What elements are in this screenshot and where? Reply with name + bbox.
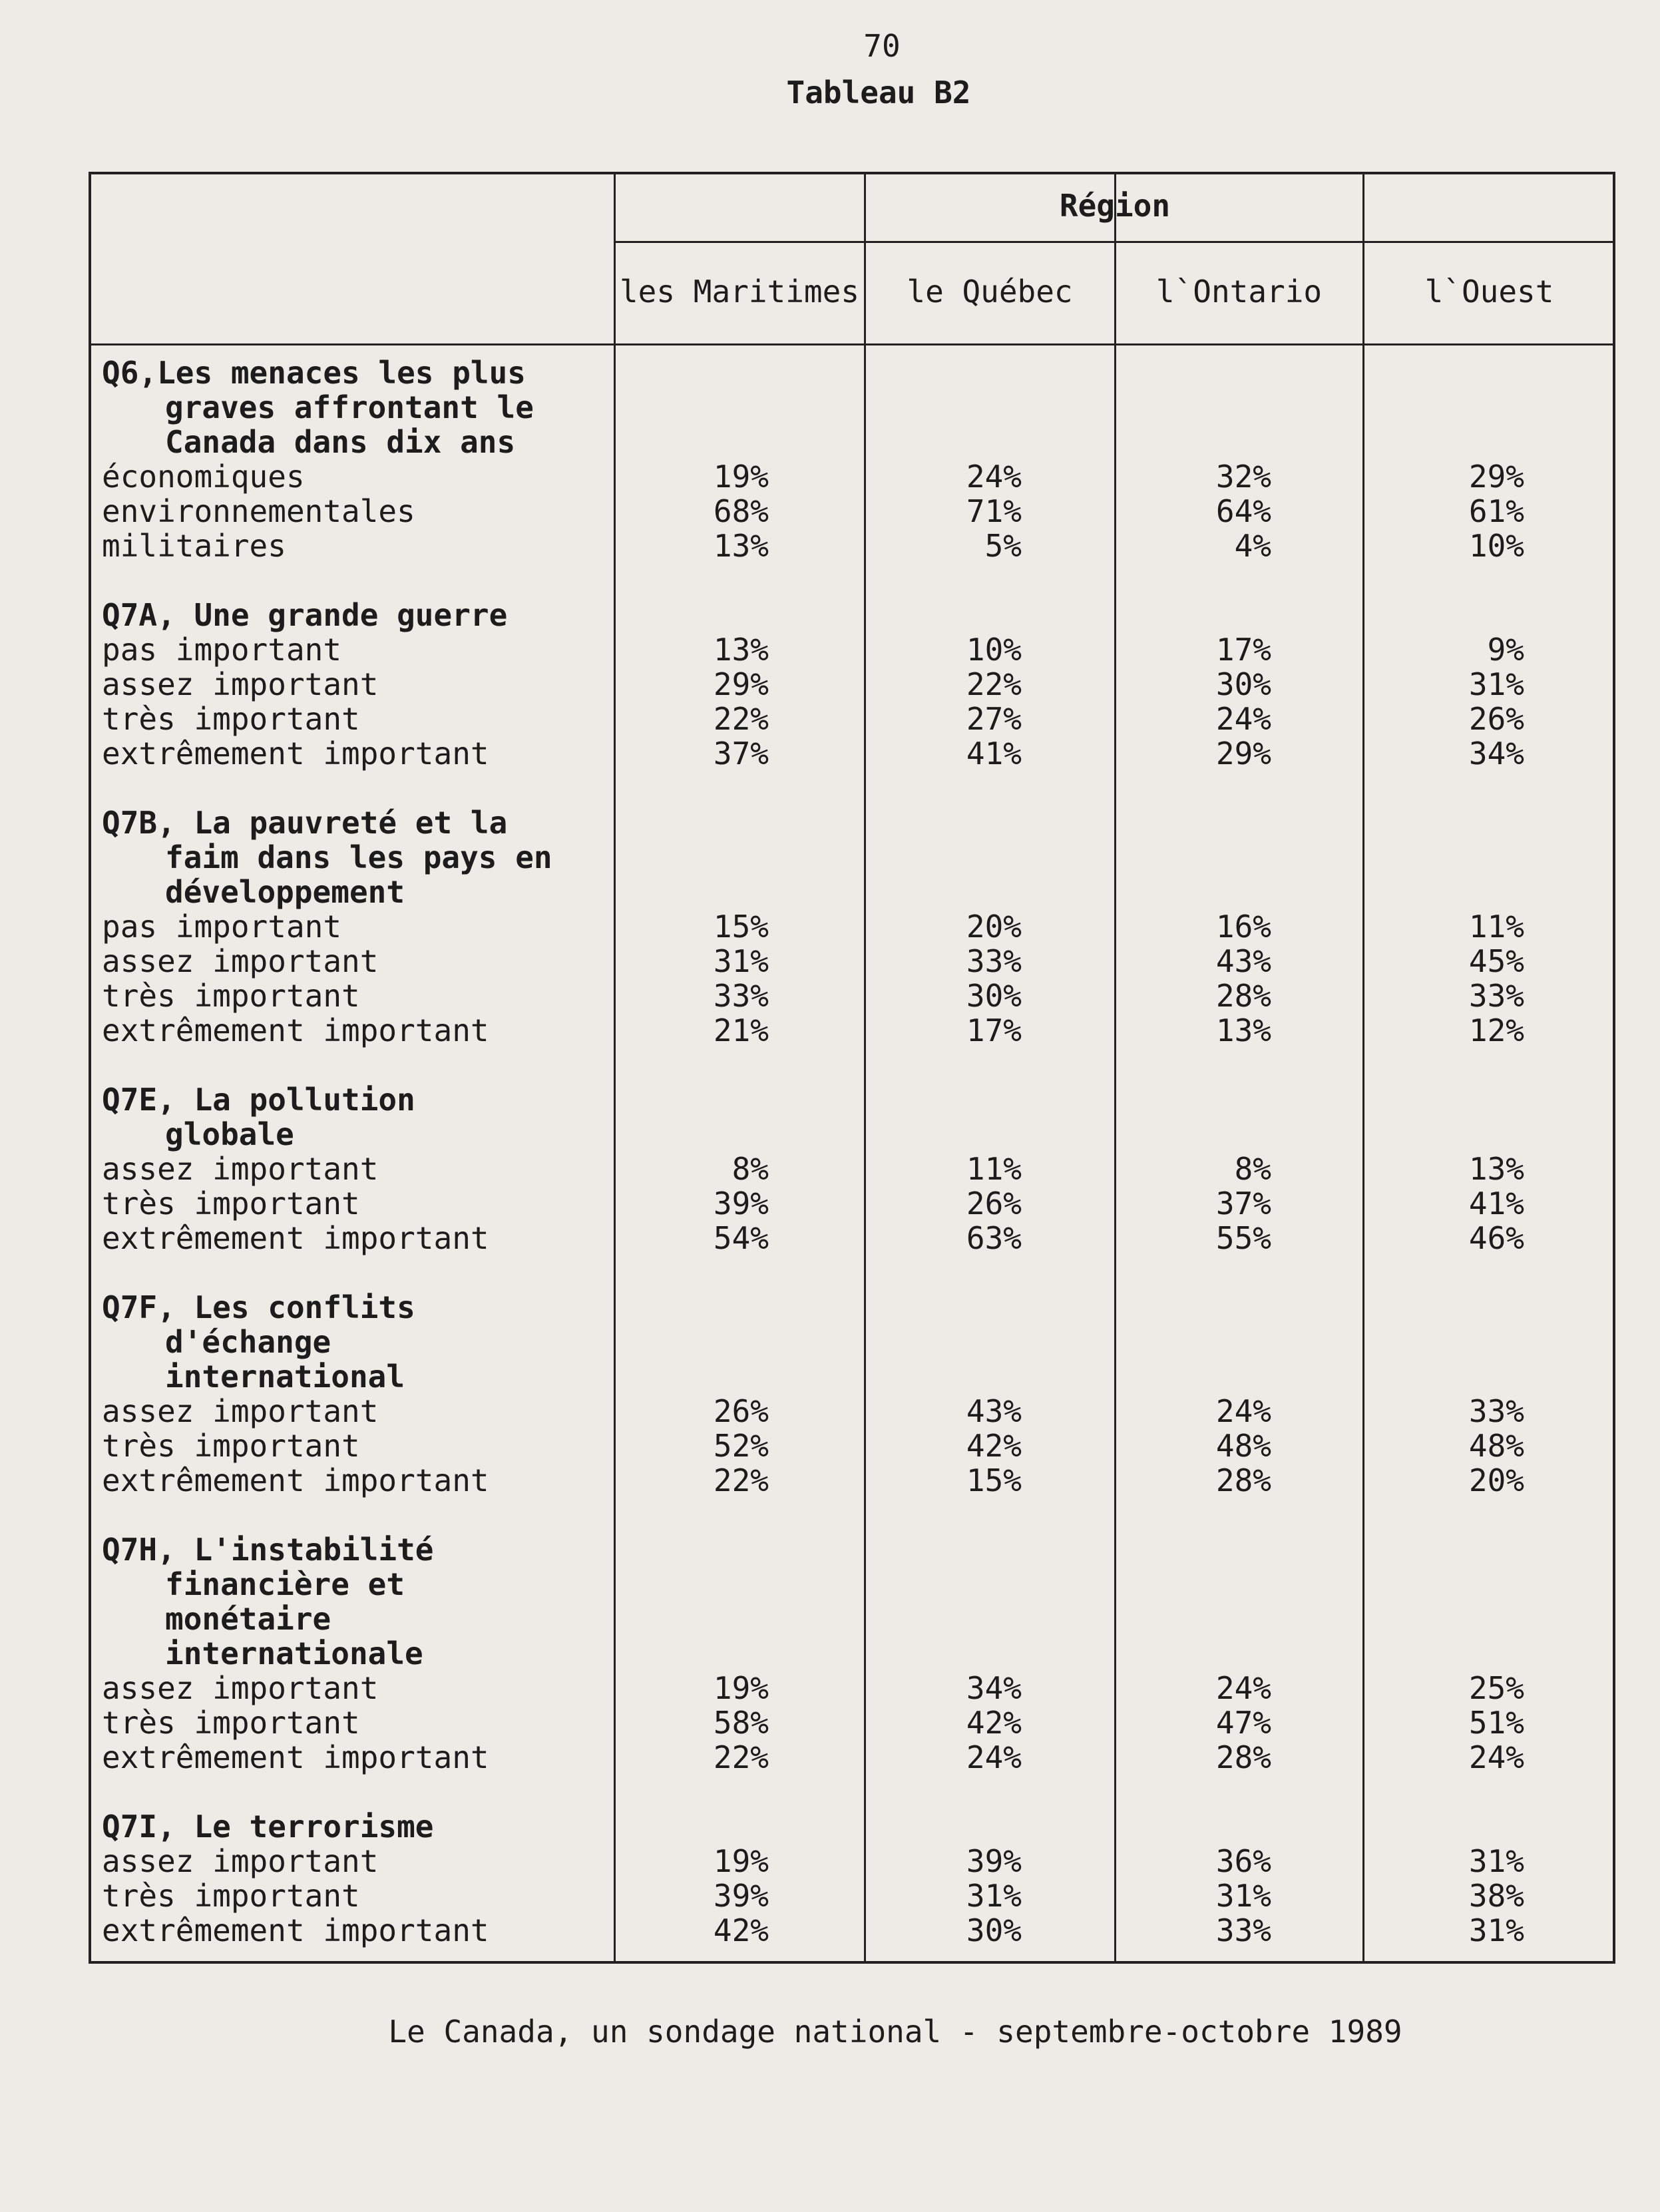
question-row	[0, 1532, 1660, 1567]
table-cell: 30%	[1215, 666, 1271, 702]
table-cell: 41%	[1468, 1186, 1524, 1221]
table-row	[0, 667, 1660, 702]
table-cell: 13%	[1215, 1012, 1271, 1048]
table-cell: 31%	[966, 1878, 1022, 1914]
table-cell: 24%	[1215, 701, 1271, 737]
question-label: Q7B, La pauvreté et la	[102, 805, 508, 841]
question-row	[0, 1567, 1660, 1602]
question-row	[0, 1117, 1660, 1152]
table-cell: 29%	[1215, 736, 1271, 772]
table-cell: 47%	[1215, 1705, 1271, 1741]
table-row	[0, 1394, 1660, 1429]
table-row	[0, 1152, 1660, 1186]
table-cell: 8%	[1234, 1151, 1271, 1187]
table-cell: 28%	[1215, 1739, 1271, 1775]
question-row	[0, 805, 1660, 840]
question-label: Q7E, La pollution	[102, 1082, 415, 1118]
table-row	[0, 1913, 1660, 1948]
answer-label: militaires	[102, 528, 286, 564]
table-cell: 34%	[1468, 736, 1524, 772]
table-row	[0, 1879, 1660, 1913]
answer-label: assez important	[102, 1843, 379, 1879]
answer-label: extrêmement important	[102, 1739, 489, 1775]
answer-label: assez important	[102, 1151, 379, 1187]
table-cell: 37%	[1215, 1186, 1271, 1221]
table-row	[0, 702, 1660, 736]
table-cell: 41%	[966, 736, 1022, 772]
table-cell: 33%	[966, 943, 1022, 979]
table-cell: 13%	[1468, 1151, 1524, 1187]
question-row	[0, 1290, 1660, 1325]
table-cell: 28%	[1215, 978, 1271, 1014]
table-cell: 21%	[713, 1012, 769, 1048]
answer-label: économiques	[102, 459, 305, 495]
table-cell: 9%	[1487, 632, 1524, 668]
table-cell: 38%	[1468, 1878, 1524, 1914]
table-row	[0, 459, 1660, 494]
table-cell: 52%	[713, 1428, 769, 1464]
table-cell: 24%	[966, 459, 1022, 495]
table-cell: 24%	[1215, 1670, 1271, 1706]
table-cell: 13%	[713, 528, 769, 564]
table-cell: 24%	[1215, 1393, 1271, 1429]
table-title: Tableau B2	[786, 75, 971, 111]
answer-label: très important	[102, 978, 360, 1014]
table-cell: 31%	[713, 943, 769, 979]
header-divider	[91, 343, 1613, 345]
table-cell: 17%	[966, 1012, 1022, 1048]
table-cell: 27%	[966, 701, 1022, 737]
answer-label: extrêmement important	[102, 1220, 489, 1256]
table-cell: 45%	[1468, 943, 1524, 979]
table-row	[0, 736, 1660, 771]
table-cell: 36%	[1215, 1843, 1271, 1879]
table-row	[0, 1221, 1660, 1255]
table-cell: 26%	[1468, 701, 1524, 737]
answer-label: assez important	[102, 943, 379, 979]
table-cell: 43%	[1215, 943, 1271, 979]
question-label: financière et	[165, 1566, 405, 1602]
table-cell: 26%	[966, 1186, 1022, 1221]
table-cell: 17%	[1215, 632, 1271, 668]
table-cell: 33%	[713, 978, 769, 1014]
column-header-ontario: l`Ontario	[1155, 274, 1323, 310]
question-label: Q7I, Le terrorisme	[102, 1809, 434, 1845]
spacer-row	[0, 771, 1660, 805]
table-row	[0, 1186, 1660, 1221]
spacer-row	[0, 1775, 1660, 1809]
question-label: développement	[165, 874, 405, 910]
question-label: Q7H, L'instabilité	[102, 1532, 434, 1568]
answer-label: extrêmement important	[102, 1012, 489, 1048]
table-cell: 37%	[713, 736, 769, 772]
table-cell: 11%	[966, 1151, 1022, 1187]
page-number: 70	[863, 28, 901, 64]
table-cell: 34%	[966, 1670, 1022, 1706]
answer-label: très important	[102, 1428, 360, 1464]
question-label: Q7F, Les conflits	[102, 1289, 415, 1325]
table-cell: 31%	[1468, 1843, 1524, 1879]
answer-label: extrêmement important	[102, 1462, 489, 1498]
table-cell: 4%	[1234, 528, 1271, 564]
question-label: Q7A, Une grande guerre	[102, 597, 508, 633]
table-cell: 25%	[1468, 1670, 1524, 1706]
table-cell: 22%	[966, 666, 1022, 702]
table-cell: 55%	[1215, 1220, 1271, 1256]
table-cell: 24%	[966, 1739, 1022, 1775]
answer-label: assez important	[102, 666, 379, 702]
answer-label: pas important	[102, 632, 342, 668]
table-cell: 26%	[713, 1393, 769, 1429]
table-row	[0, 944, 1660, 979]
table-cell: 31%	[1468, 666, 1524, 702]
question-label: internationale	[165, 1636, 423, 1671]
table-cell: 28%	[1215, 1462, 1271, 1498]
question-row	[0, 425, 1660, 459]
table-cell: 32%	[1215, 459, 1271, 495]
table-cell: 29%	[1468, 459, 1524, 495]
table-cell: 68%	[713, 493, 769, 529]
question-label: Canada dans dix ans	[165, 424, 516, 460]
question-label: d'échange	[165, 1324, 331, 1360]
question-row	[0, 1082, 1660, 1117]
column-header-quebec: le Québec	[907, 274, 1073, 310]
table-cell: 20%	[966, 909, 1022, 945]
answer-label: pas important	[102, 909, 342, 945]
table-cell: 22%	[713, 701, 769, 737]
answer-label: extrêmement important	[102, 736, 489, 772]
table-cell: 15%	[966, 1462, 1022, 1498]
spacer-row	[0, 1255, 1660, 1290]
table-cell: 31%	[1468, 1912, 1524, 1948]
table-cell: 39%	[713, 1878, 769, 1914]
table-row	[0, 1013, 1660, 1048]
question-row	[0, 1809, 1660, 1844]
answer-label: extrêmement important	[102, 1912, 489, 1948]
table-cell: 29%	[713, 666, 769, 702]
table-cell: 42%	[713, 1912, 769, 1948]
question-row	[0, 355, 1660, 390]
question-row	[0, 1359, 1660, 1394]
table-cell: 8%	[731, 1151, 769, 1187]
table-cell: 20%	[1468, 1462, 1524, 1498]
spacer-row	[0, 1498, 1660, 1532]
table-cell: 33%	[1468, 1393, 1524, 1429]
table-row	[0, 1740, 1660, 1775]
question-row	[0, 598, 1660, 632]
table-cell: 24%	[1468, 1739, 1524, 1775]
answer-label: très important	[102, 1186, 360, 1221]
question-label: globale	[165, 1116, 294, 1152]
table-cell: 39%	[966, 1843, 1022, 1879]
table-cell: 61%	[1468, 493, 1524, 529]
table-cell: 48%	[1468, 1428, 1524, 1464]
question-row	[0, 875, 1660, 909]
table-cell: 33%	[1468, 978, 1524, 1014]
question-row	[0, 1602, 1660, 1636]
table-row	[0, 979, 1660, 1013]
column-header-maritimes: les Maritimes	[619, 274, 860, 310]
answer-label: très important	[102, 1705, 360, 1741]
question-row	[0, 1325, 1660, 1359]
table-cell: 30%	[966, 1912, 1022, 1948]
table-cell: 39%	[713, 1186, 769, 1221]
table-cell: 54%	[713, 1220, 769, 1256]
table-cell: 11%	[1468, 909, 1524, 945]
answer-label: assez important	[102, 1670, 379, 1706]
table-cell: 19%	[713, 1670, 769, 1706]
table-row	[0, 1671, 1660, 1705]
table-cell: 71%	[966, 493, 1022, 529]
table-cell: 13%	[713, 632, 769, 668]
table-row	[0, 1429, 1660, 1463]
table-cell: 58%	[713, 1705, 769, 1741]
table-row	[0, 1705, 1660, 1740]
table-cell: 64%	[1215, 493, 1271, 529]
column-header-ouest: l`Ouest	[1424, 274, 1554, 310]
question-label: Q6,Les menaces les plus	[102, 355, 526, 391]
table-cell: 15%	[713, 909, 769, 945]
table-cell: 19%	[713, 459, 769, 495]
region-header: Région	[1059, 188, 1171, 224]
answer-label: très important	[102, 701, 360, 737]
table-cell: 22%	[713, 1462, 769, 1498]
spacer-row	[0, 1048, 1660, 1082]
table-cell: 19%	[713, 1843, 769, 1879]
table-row	[0, 1844, 1660, 1879]
table-cell: 16%	[1215, 909, 1271, 945]
question-row	[0, 840, 1660, 875]
answer-label: environnementales	[102, 493, 415, 529]
table-cell: 51%	[1468, 1705, 1524, 1741]
table-cell: 22%	[713, 1739, 769, 1775]
table-cell: 10%	[1468, 528, 1524, 564]
table-row	[0, 494, 1660, 529]
question-row	[0, 1636, 1660, 1671]
table-cell: 12%	[1468, 1012, 1524, 1048]
table-cell: 42%	[966, 1705, 1022, 1741]
question-label: international	[165, 1359, 405, 1395]
table-row	[0, 1463, 1660, 1498]
table-row	[0, 909, 1660, 944]
table-cell: 33%	[1215, 1912, 1271, 1948]
question-label: faim dans les pays en	[165, 839, 552, 875]
answer-label: très important	[102, 1878, 360, 1914]
answer-label: assez important	[102, 1393, 379, 1429]
table-cell: 43%	[966, 1393, 1022, 1429]
spacer-row	[0, 563, 1660, 598]
table-cell: 30%	[966, 978, 1022, 1014]
table-cell: 46%	[1468, 1220, 1524, 1256]
table-cell: 42%	[966, 1428, 1022, 1464]
table-row	[0, 632, 1660, 667]
question-label: graves affrontant le	[165, 389, 534, 425]
question-label: monétaire	[165, 1601, 331, 1637]
table-cell: 63%	[966, 1220, 1022, 1256]
table-cell: 48%	[1215, 1428, 1271, 1464]
table-row	[0, 529, 1660, 563]
table-cell: 10%	[966, 632, 1022, 668]
footer: Le Canada, un sondage national - septembre-octobre 1989	[388, 2014, 1402, 2050]
table-cell: 31%	[1215, 1878, 1271, 1914]
table-cell: 5%	[984, 528, 1022, 564]
question-row	[0, 390, 1660, 425]
